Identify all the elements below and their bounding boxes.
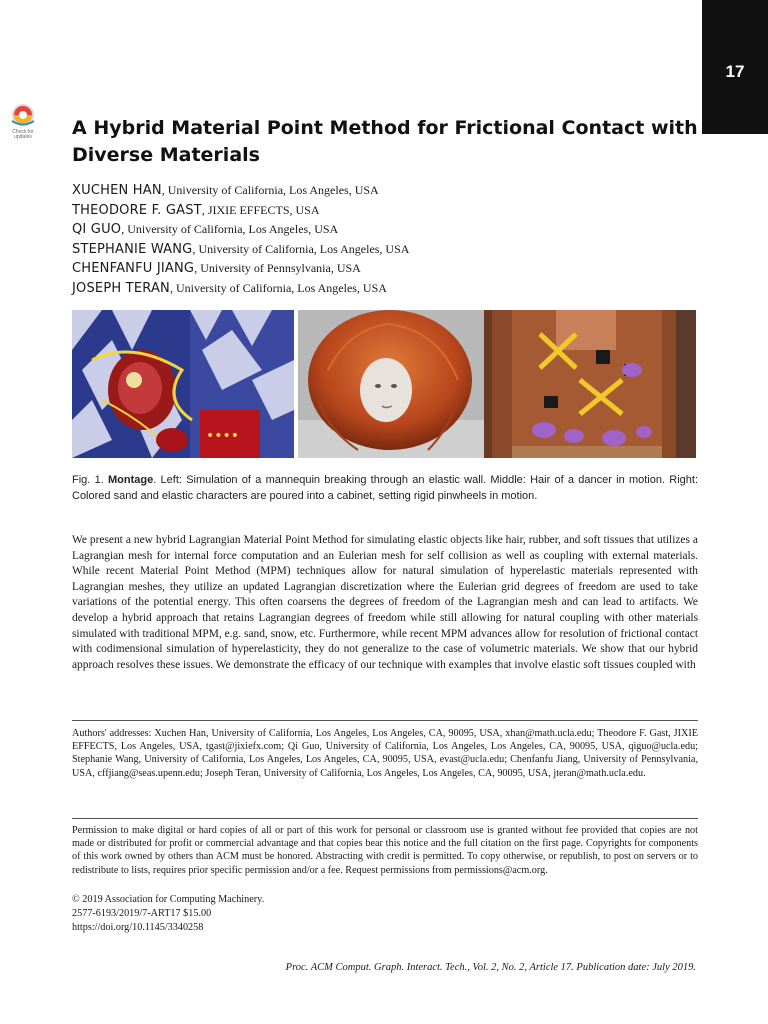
author-entry <box>72 279 702 299</box>
permission-divider <box>72 818 698 819</box>
author-name: QI GUO <box>72 222 122 238</box>
author-entry <box>72 220 702 240</box>
figure-label: Fig. 1. <box>72 474 104 486</box>
check-for-updates-badge[interactable] <box>4 101 42 141</box>
permission-notice: Permission to make digital or hard copies of all or part of this work for personal or classroom use is granted without fee provided that copies are not made or distributed for profit or commercial advantage and that copies bear this notice and the full citation on the first page. Copyrights for components of this work owned by others than ACM must be honored. Abstracting with credit is permitted. To copy otherwise, or republish, to post on servers or to redistribute to lists, requires prior specific permission and/or a fee. Request permissions from permissions@acm.org. <box>72 825 698 876</box>
svg-text:••••: •••• <box>206 428 240 444</box>
paper-title: A Hybrid Material Point Method for Frictional Contact with Diverse Materials <box>72 117 698 166</box>
figure-panel-mannequin-wall <box>72 310 294 458</box>
copyright-line: © 2019 Association for Computing Machinery. <box>72 894 265 905</box>
author-affiliation: , University of California, Los Angeles, USA <box>161 183 379 197</box>
doi-link[interactable]: https://doi.org/10.1145/3340258 <box>72 922 204 933</box>
figure-caption <box>72 473 698 504</box>
author-name: STEPHANIE WANG <box>72 241 193 257</box>
author-affiliation: , University of Pennsylvania, USA <box>194 261 361 276</box>
figure-panel-cabinet-pinwheels <box>484 310 696 458</box>
badge-text: Check for updates <box>12 129 34 140</box>
author-affiliation: , University of California, Los Angeles, USA <box>169 280 387 295</box>
figure-bold-term: Montage <box>108 474 154 486</box>
author-affiliation: , JIXIE EFFECTS, USA <box>201 202 320 217</box>
author-list <box>72 181 702 299</box>
author-name: JOSEPH TERAN <box>72 280 170 296</box>
author-affiliation: , University of California, Los Angeles, USA <box>121 222 339 237</box>
publication-info: Proc. ACM Comput. Graph. Interact. Tech., Vol. 2, No. 2, Article 17. Publication date: July 2019. <box>285 962 696 973</box>
figure-panel-dancer-hair <box>298 310 484 458</box>
check-for-updates-icon <box>4 101 42 131</box>
article-number-tab <box>702 0 768 134</box>
author-entry <box>72 181 702 201</box>
author-entry <box>72 259 702 279</box>
author-affiliation: , University of California, Los Angeles, USA <box>192 241 410 256</box>
figure-montage <box>72 310 696 458</box>
author-name: XUCHEN HAN <box>72 183 162 198</box>
author-entry <box>72 201 702 221</box>
author-name: THEODORE F. GAST <box>72 202 202 218</box>
author-name: CHENFANFU JIANG <box>72 261 195 277</box>
article-number: 17 <box>725 62 745 81</box>
authors-addresses: Authors' addresses: Xuchen Han, University of California, Los Angeles, Los Angeles, CA, 90095, USA, xhan@math.ucla.edu; Theodore F. Gast, JIXIE EFFECTS, Los Angeles, USA, tgast@jixiefx.com; Qi Guo, University of California, Los Angeles, Los Angeles, CA, 90095, USA, qiguo@ucla.edu; Stephanie Wang, University of California, Los Angeles, Los Angeles, CA, 90095, USA, evast@ucla.edu; Chenfanfu Jiang, University of Pennsylvania, USA, cffjiang@seas.upenn.edu; Joseph Teran, University of California, Los Angeles, Los Angeles, CA, 90095, USA, jteran@math.ucla.edu. <box>72 728 698 779</box>
issn-line: 2577-6193/2019/7-ART17 $15.00 <box>72 908 212 919</box>
figure-caption-text: . Left: Simulation of a mannequin breaking through an elastic wall. Middle: Hair of a dancer in motion. Right: Colored sand and elastic characters are poured into a cabinet, setting rigid pinwheels in motion. <box>72 474 698 502</box>
author-entry <box>72 240 702 260</box>
addresses-divider <box>72 720 698 721</box>
abstract-text: We present a new hybrid Lagrangian Material Point Method for simulating elastic objects like hair, rubber, and soft tissues that utilizes a Lagrangian mesh for internal force computation and an Eulerian mesh for self collision as well as coupling with external materials. While recent Material Point Method (MPM) techniques allow for natural simulation of hyperelastic materials represented with Lagrangian meshes, they utilize an updated Lagrangian discretization where the Eulerian grid degrees of freedom are used to take variations of the potential energy. This often coarsens the degrees of freedom of the Lagrangian mesh and can lead to artifacts. We develop a hybrid approach that retains Lagrangian degrees of freedom while still allowing for natural coupling with other materials simulated with traditional MPM, e.g. sand, snow, etc. Furthermore, while recent MPM advances allow for resolution of frictional contact with codimensional simulation of hyperelasticity, they do not generalize to the case of volumetric materials. We show that our hybrid approach resolves these issues. We demonstrate the efficacy of our technique with examples that involve elastic soft tissues coupled with <box>72 534 698 671</box>
